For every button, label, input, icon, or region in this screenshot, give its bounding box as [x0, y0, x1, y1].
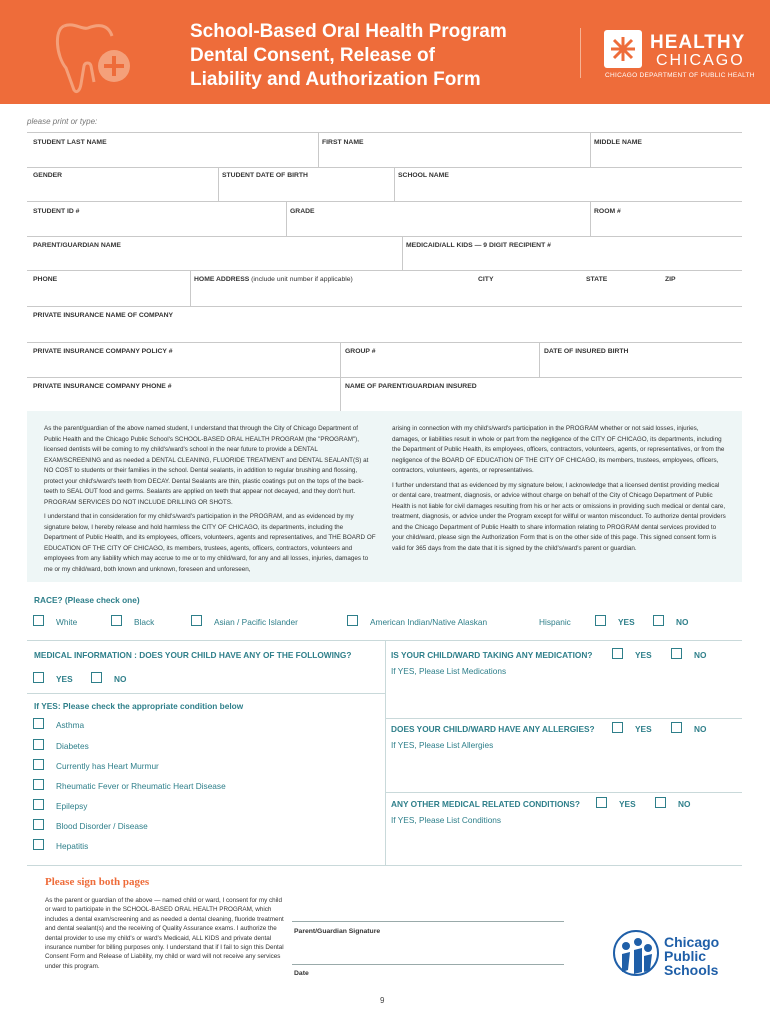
- race-hispanic-label: Hispanic: [539, 617, 571, 627]
- header-banner: [0, 0, 770, 104]
- hepatitis-checkbox[interactable]: [33, 839, 44, 850]
- consent-right: [392, 424, 726, 558]
- print-instruction: please print or type:: [27, 117, 98, 126]
- title-line-2: Dental Consent, Release of: [190, 45, 435, 66]
- form-title: [190, 20, 530, 92]
- condition-label: Currently has Heart Murmur: [56, 761, 159, 771]
- medical-divider: [385, 640, 386, 865]
- race-native-label: American Indian/Native Alaskan: [370, 617, 488, 627]
- student-last-name-field[interactable]: STUDENT LAST NAME: [33, 139, 107, 146]
- hispanic-yes-checkbox[interactable]: [595, 615, 606, 626]
- race-black-checkbox[interactable]: [111, 615, 122, 626]
- condition-label: Blood Disorder / Disease: [56, 821, 148, 831]
- logo-healthy: HEALTHY: [650, 32, 746, 53]
- allergies-yes-checkbox[interactable]: [612, 722, 623, 733]
- first-name-field[interactable]: FIRST NAME: [322, 139, 364, 146]
- page-number: 9: [380, 996, 385, 1005]
- allergies-list-field[interactable]: If YES, Please List Allergies: [391, 740, 494, 750]
- allergies-yes-label: YES: [635, 724, 652, 734]
- race-black-label: Black: [134, 617, 155, 627]
- home-address-field[interactable]: HOME ADDRESS (include unit number if applicable): [194, 276, 353, 283]
- medication-yes-label: YES: [635, 650, 652, 660]
- consent-right-p2: I further understand that as evidenced by my signature below, I acknowledge that a licensed dentist providing medical or dental care, treatment, diagnosis, or advice without charge on behalf of the City of Chicago Department of Public Health is not liable for civil damages resulting from his or her acts or omissions in providing such medical or dental care, treatment, diagnosis, or advice under the Program except for willful or wanton misconduct. To authorize dental providers and the Chicago Department of Public Health to share information relating to PROGRAM dental services provided to your child/ward, please sign the Authorization Form that is on the other side of this page. This signed consent form is valid for 365 days from the date that it is signed by the child's/ward's parent or guardian.: [392, 481, 726, 552]
- cps-line-1: Chicago: [664, 934, 720, 950]
- company-phone-field[interactable]: PRIVATE INSURANCE COMPANY PHONE #: [33, 383, 172, 390]
- condition-label: Epilepsy: [56, 801, 88, 811]
- date-label: Date: [294, 970, 309, 977]
- row-company-phone: [27, 378, 742, 411]
- diabetes-checkbox[interactable]: [33, 739, 44, 750]
- tooth-icon: [52, 16, 142, 96]
- rheumatic-checkbox[interactable]: [33, 779, 44, 790]
- other-no-label: NO: [678, 799, 691, 809]
- medicaid-field[interactable]: MEDICAID/ALL KIDS — 9 DIGIT RECIPIENT #: [406, 242, 551, 249]
- insured-dob-field[interactable]: DATE OF INSURED BIRTH: [544, 348, 629, 355]
- date-line[interactable]: [292, 964, 564, 965]
- other-yes-checkbox[interactable]: [596, 797, 607, 808]
- condition-label: Hepatitis: [56, 841, 89, 851]
- consent-left-p1: As the parent/guardian of the above named student, I understand that through the City of Chicago Department of Public Health and the Chicago Public School's SCHOOL-BASED ORAL HEALTH PROGRAM (the "PROGRAM"), licensed dentists will be coming to my child's/ward's school in the near future to provide a DENTAL EXAM/SCREENING and as needed a DENTAL CLEANING, FLUORIDE TREATMENT and DENTAL SEALANT(S) at NO COST to students or their families in the school. Dental sealants, in addition to regular brushing and flossing, protect your child's/ward's teeth from DECAY. Dental Sealants are thin, plastic coatings put on the tops of the back-teeth to SEAL OUT food and germs. Sealants are applied on teeth that appear not decayed, and they don't hurt. PROGRAM SERVICES DO NOT INCLUDE DRILLING OR SHOTS.: [44, 425, 369, 506]
- race-white-checkbox[interactable]: [33, 615, 44, 626]
- gender-field[interactable]: GENDER: [33, 172, 63, 179]
- medication-no-label: NO: [694, 650, 707, 660]
- student-id-field[interactable]: STUDENT ID #: [33, 208, 80, 215]
- row-address: [27, 271, 742, 307]
- row-policy: [27, 343, 742, 378]
- race-white-label: White: [56, 617, 78, 627]
- sign-consent-text: As the parent or guardian of the above — named child or ward, I consent for my child or ward to participate in the SCHOOL-BASED ORAL HEALTH PROGRAM, which includes a dental exam/screening and as needed a dental cleaning, fluoride treatment and dental sealant(s) and the receiving of Quality Assurance exams. I authorize the dental provider to use my child's or ward's Medicaid, ALL KIDS and private dental insurance number for billing purposes only. I understand that if I fail to sign this Dental Consent Form and Release of Liability, my child or ward will not receive any services under this program.: [45, 897, 284, 970]
- condition-label: Asthma: [56, 720, 85, 730]
- insurance-company-field[interactable]: PRIVATE INSURANCE NAME OF COMPANY: [33, 312, 174, 319]
- logo-department: CHICAGO DEPARTMENT OF PUBLIC HEALTH: [605, 72, 755, 79]
- consent-right-p1: arising in connection with my child's/ward's participation in the PROGRAM whether or not said losses, injuries, damages, or liabilities result in whole or part from the negligence of the CITY OF CHICAGO, its departments, including the Department of Public Health, its employees, officers, contractors, volunteers, agents, or representatives, or from the negligence of the BOARD OF EDUCATION OF THE CITY OF CHICAGO, its members, trustees, employees, officers, contractors, volunteers, agents, or representatives.: [392, 425, 725, 474]
- state-field[interactable]: STATE: [586, 276, 608, 283]
- room-field[interactable]: ROOM #: [594, 208, 621, 215]
- healthy-chicago-logo: [604, 30, 642, 68]
- medical-if-yes: If YES: Please check the appropriate condition below: [34, 701, 244, 711]
- parent-name-field[interactable]: PARENT/GUARDIAN NAME: [33, 242, 121, 249]
- row-student-name: [27, 132, 742, 168]
- medication-list-field[interactable]: If YES, Please List Medications: [391, 666, 507, 676]
- consent-left: [44, 424, 376, 579]
- other-rule: [385, 792, 742, 793]
- other-question: ANY OTHER MEDICAL RELATED CONDITIONS?: [391, 799, 580, 809]
- medical-no-label: NO: [114, 674, 127, 684]
- logo-chicago: CHICAGO: [656, 52, 745, 69]
- cps-line-2: Public: [664, 948, 707, 964]
- medical-question: MEDICAL INFORMATION : DOES YOUR CHILD HAVE ANY OF THE FOLLOWING?: [34, 650, 352, 660]
- medical-yes-checkbox[interactable]: [33, 672, 44, 683]
- city-field[interactable]: CITY: [478, 276, 494, 283]
- dob-field[interactable]: STUDENT DATE OF BIRTH: [222, 172, 308, 179]
- middle-name-field[interactable]: MIDDLE NAME: [594, 139, 642, 146]
- zip-field[interactable]: ZIP: [665, 276, 676, 283]
- race-asian-label: Asian / Pacific Islander: [214, 617, 298, 627]
- epilepsy-checkbox[interactable]: [33, 799, 44, 810]
- medication-question: IS YOUR CHILD/WARD TAKING ANY MEDICATION?: [391, 650, 593, 660]
- allergies-no-label: NO: [694, 724, 707, 734]
- signature-line[interactable]: [292, 921, 564, 922]
- policy-field[interactable]: PRIVATE INSURANCE COMPANY POLICY #: [33, 348, 173, 355]
- medication-yes-checkbox[interactable]: [612, 648, 623, 659]
- medical-sub-rule: [27, 693, 385, 694]
- row-gender: [27, 168, 742, 202]
- race-asian-checkbox[interactable]: [191, 615, 202, 626]
- other-no-checkbox[interactable]: [655, 797, 666, 808]
- allergies-rule: [385, 718, 742, 719]
- heart-murmur-checkbox[interactable]: [33, 759, 44, 770]
- signature-top-rule: [27, 865, 742, 866]
- asthma-checkbox[interactable]: [33, 718, 44, 729]
- grade-field[interactable]: GRADE: [290, 208, 315, 215]
- medical-no-checkbox[interactable]: [91, 672, 102, 683]
- group-field[interactable]: GROUP #: [345, 348, 376, 355]
- condition-label: Rheumatic Fever or Rheumatic Heart Disease: [56, 781, 226, 791]
- insured-name-field[interactable]: NAME OF PARENT/GUARDIAN INSURED: [345, 383, 477, 390]
- other-list-field[interactable]: If YES, Please List Conditions: [391, 815, 502, 825]
- race-label: RACE? (Please check one): [34, 595, 140, 605]
- row-parent: [27, 237, 742, 271]
- hispanic-no-label: NO: [676, 617, 689, 627]
- allergies-no-checkbox[interactable]: [671, 722, 682, 733]
- row-student-id: [27, 202, 742, 237]
- sign-heading: Please sign both pages: [45, 876, 150, 888]
- phone-field[interactable]: PHONE: [33, 276, 58, 283]
- allergies-question: DOES YOUR CHILD/WARD HAVE ANY ALLERGIES?: [391, 724, 595, 734]
- hispanic-yes-label: YES: [618, 617, 635, 627]
- blood-disorder-checkbox[interactable]: [33, 819, 44, 830]
- consent-section: [27, 411, 742, 582]
- medical-yes-label: YES: [56, 674, 73, 684]
- other-yes-label: YES: [619, 799, 636, 809]
- cps-logo-icon: [612, 928, 662, 980]
- parent-signature-label: Parent/Guardian Signature: [294, 928, 381, 935]
- cps-line-3: Schools: [664, 962, 719, 978]
- title-line-1: School-Based Oral Health Program: [190, 21, 507, 42]
- school-name-field[interactable]: SCHOOL NAME: [398, 172, 449, 179]
- consent-left-p2: I understand that in consideration for my child's/ward's participation in the PROGRAM, and as evidenced by my signature below, I hereby release and hold harmless the CITY OF CHICAGO, its departments, including the Department of Public Health, and its employees, officers, volunteers, agents and representatives, and THE BOARD OF EDUCATION OF THE CITY OF CHICAGO, its members, trustees, agents, officers, contractors, volunteers and employees from any liability which may accrue to me or to my child/ward, for any and all losses, injuries, damages to me or my child/ward, both known and unknown, foreseen and unforeseen,: [44, 513, 376, 573]
- star-icon: [604, 30, 642, 68]
- title-line-3: Liability and Authorization Form: [190, 69, 481, 90]
- header-divider: [580, 28, 581, 78]
- row-insurance-name: [27, 307, 742, 343]
- hispanic-no-checkbox[interactable]: [653, 615, 664, 626]
- condition-label: Diabetes: [56, 741, 89, 751]
- medication-no-checkbox[interactable]: [671, 648, 682, 659]
- race-native-checkbox[interactable]: [347, 615, 358, 626]
